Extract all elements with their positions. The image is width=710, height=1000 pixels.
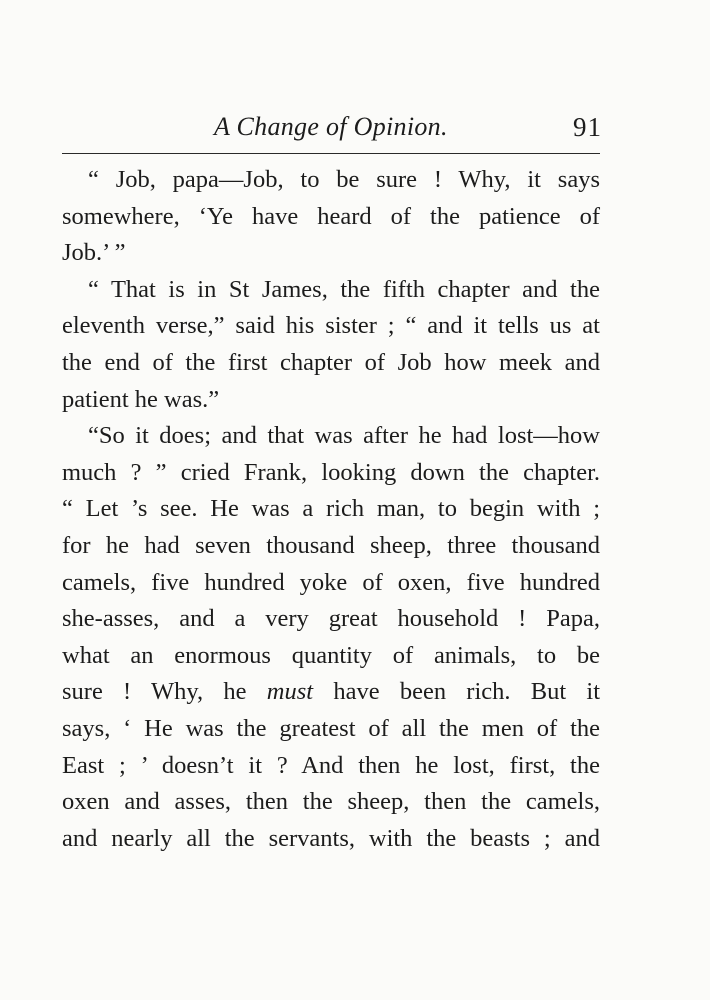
text-line: she-asses, and a very great household ! Papa, [62, 605, 600, 633]
text-segment: sure ! Why, he [62, 678, 247, 706]
text-segment: have been rich. But it [333, 678, 601, 706]
text-line: East ; ’ doesn’t it ? And then he lost, first, the [62, 751, 600, 779]
text-line: the end of the first chapter of Job how meek and [62, 348, 600, 376]
header-rule [62, 153, 600, 154]
text-line: what an enormous quantity of animals, to be [62, 641, 600, 669]
text-line: for he had seven thousand sheep, three thousand [62, 531, 600, 559]
text-line: eleventh verse,” said his sister ; “ and it tells us at [62, 312, 600, 340]
text-line: “ Job, papa—Job, to be sure ! Why, it says [88, 166, 600, 193]
text-line: and nearly all the servants, with the beasts ; and [62, 824, 600, 852]
emphasis-text: must [266, 678, 314, 706]
text-line: says, ‘ He was the greatest of all the men of the [62, 714, 600, 742]
text-line: Job.’ ” [62, 239, 126, 267]
body-text [62, 162, 600, 857]
text-line: much ? ” cried Frank, looking down the chapter. [62, 458, 600, 486]
text-line: patient he was.” [62, 385, 220, 413]
text-line: oxen and asses, then the sheep, then the camels, [62, 788, 600, 816]
text-line: camels, five hundred yoke of oxen, five hundred [62, 568, 600, 596]
text-line: “ Let ’s see. He was a rich man, to begin with ; [62, 495, 600, 523]
text-line: somewhere, ‘Ye have heard of the patience of [62, 202, 600, 230]
text-line: “ That is in St James, the fifth chapter and the [88, 275, 600, 303]
page-header [62, 108, 602, 148]
text-line: “So it does; and that was after he had lost—how [88, 422, 600, 450]
running-title: A Change of Opinion. [214, 112, 448, 141]
page-number: 91 [573, 112, 602, 142]
text-line [62, 674, 600, 711]
